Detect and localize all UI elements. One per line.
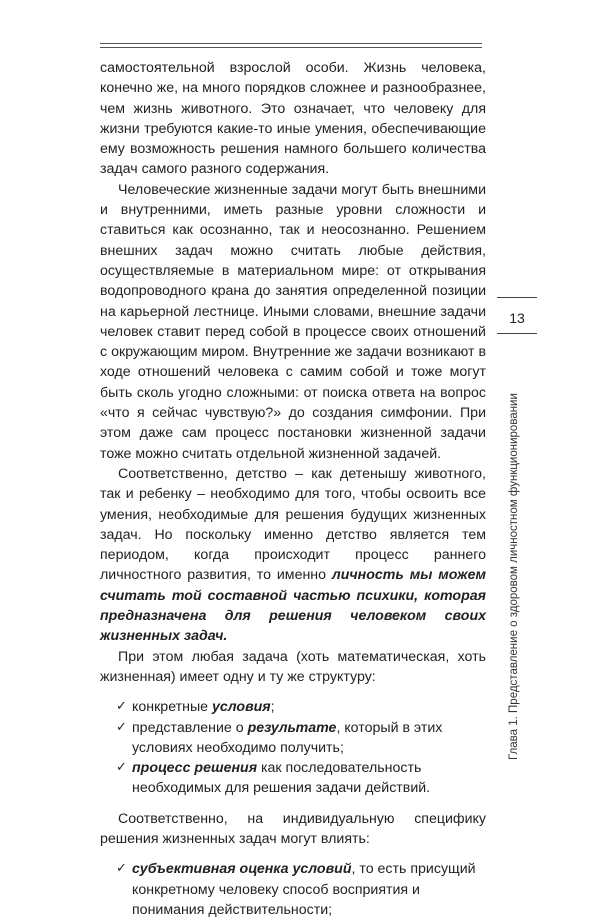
check-icon: ✓ <box>116 760 127 776</box>
structure-list <box>100 697 486 798</box>
influence-list <box>100 859 486 920</box>
list-item: ✓ представление о результате, который в этих условиях необходимо получить; <box>116 719 443 756</box>
list-item: ✓ конкретные условия; <box>116 697 486 717</box>
paragraph-3-text: Соответственно, детство – как детенышу животного, так и ребенку – необходимо для того, чтобы освоить все умения, необходимые для решения будущих жизненных задач. Но поскольку именно детство является тем периодом, когда происходит процесс раннего личностного развития, то именно <box>100 465 486 584</box>
check-icon: ✓ <box>116 699 127 715</box>
paragraph-3 <box>100 464 486 647</box>
check-icon: ✓ <box>116 719 127 735</box>
paragraph-1: самостоятельной взрослой особи. Жизнь человека, конечно же, на много порядков сложнее и разнообразнее, чем жизнь животного. Это означает, что человеку для жизни требуются какие-то иные умения, обеспечивающие ему возможность решения намного большего количества задач самого разного содержания. <box>100 60 486 178</box>
paragraph-4: При этом любая задача (хоть математическая, хоть жизненная) имеет одну и ту же структуру: <box>100 648 486 685</box>
page-number-rule-top <box>497 297 537 298</box>
running-header: Глава 1. Представление о здоровом личностном функционировании <box>508 393 520 760</box>
paragraph-5: Соответственно, на индивидуальную специфику решения жизненных задач могут влиять: <box>100 810 486 847</box>
list-item: ✓ субъективная оценка условий, то есть присущий конкретному человеку способ восприятия и понимания действительности; <box>116 861 476 918</box>
check-icon: ✓ <box>116 861 127 877</box>
top-rule <box>100 43 482 48</box>
paragraph-2: Человеческие жизненные задачи могут быть внешними и внутренними, иметь разные уровни сложности и ставиться как осознанно, так и неосознанно. Решением внешних задач можно считать любые действия, осуществляемые в материальном мире: от открывания водопроводного крана до занятия определенной позиции на карьерной лестнице. Иными словами, внешние задачи человек ставит перед собой в процессе своих отношений с окружающим миром. Внутренние же задачи возникают в ходе отношений человека с самим собой и тоже могут быть сколь угодно сложными: от поиска ответа на вопрос «что я сейчас чувствую?» до создания симфонии. При этом даже сам процесс постановки жизненной задачи тоже можно считать отдельной жизненной задачей. <box>100 181 486 462</box>
page-number-rule-bottom <box>497 333 537 334</box>
page-body <box>100 58 486 920</box>
list-item: ✓ процесс решения как последовательность необходимых для решения задачи действий. <box>116 760 431 797</box>
paragraph-3-emphasis: личность мы можем считать той составной частью психики, которая предназначена для решения человеком своих жизненных задач. <box>100 567 487 645</box>
page-number: 13 <box>509 310 525 326</box>
